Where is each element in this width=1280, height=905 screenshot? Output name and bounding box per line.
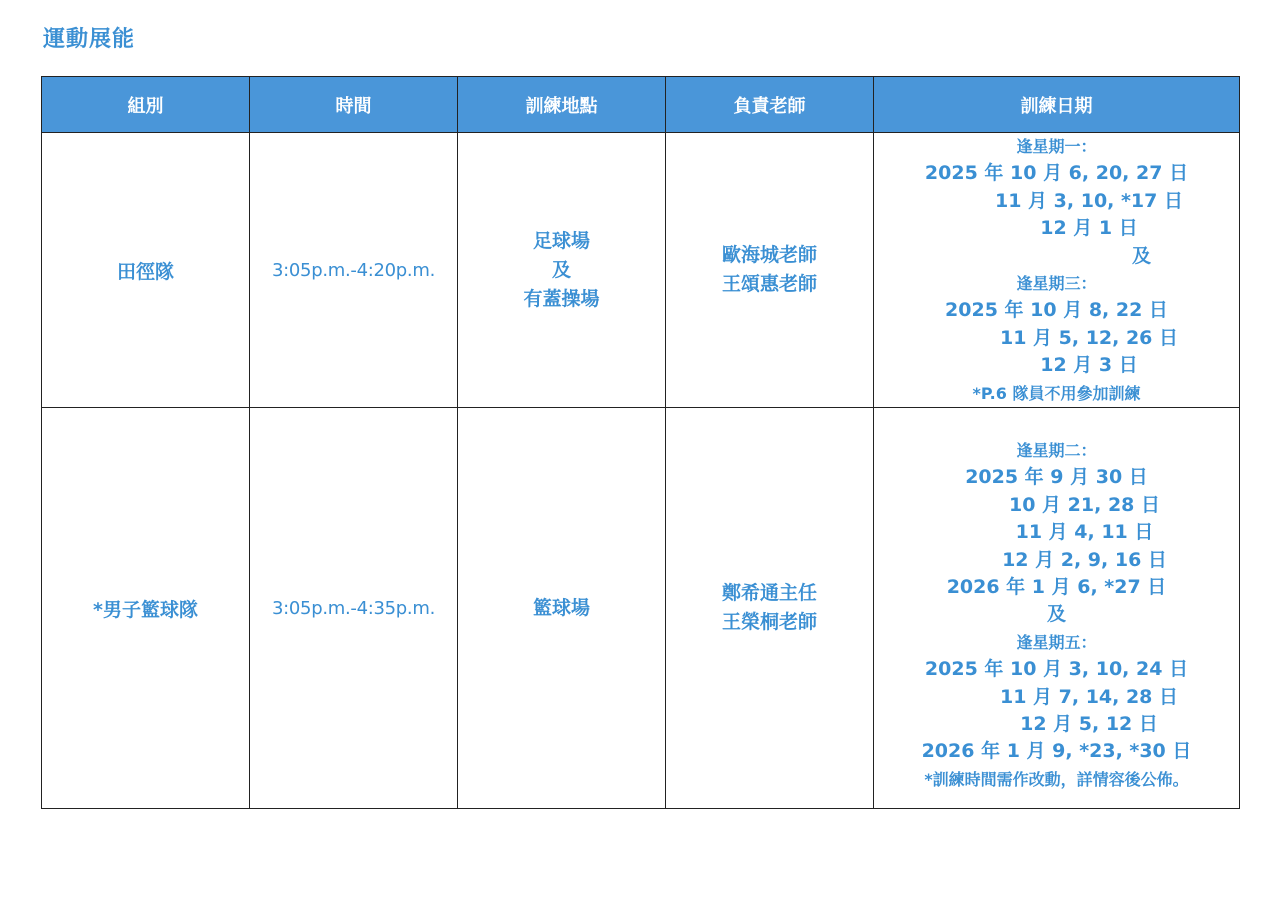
table-row	[42, 408, 1240, 809]
teacher-name: 王榮桐老師	[721, 611, 817, 634]
time-cell: 3:05p.m.-4:20p.m.	[250, 133, 458, 408]
weekday-heading: 逢星期一：	[1016, 137, 1097, 156]
venue-cell	[458, 408, 666, 809]
weekday-heading: 逢星期五：	[1016, 632, 1097, 652]
note-text: *訓練時間需作改動，詳情容後公佈。	[924, 769, 1189, 789]
venue-line: 及	[551, 258, 571, 281]
table-row	[42, 133, 1240, 408]
header-row	[42, 77, 1240, 133]
date-line: 11 月 7, 14, 28 日	[999, 685, 1179, 708]
dates-cell	[874, 408, 1240, 809]
weekday-heading: 逢星期二：	[1016, 440, 1097, 460]
venue-line: 有蓋操場	[523, 287, 600, 310]
date-line: 2026 年 1 月 9, *23, *30 日	[921, 740, 1192, 763]
teacher-cell	[666, 408, 874, 809]
date-line: 2025 年 9 月 30 日	[965, 466, 1148, 489]
date-line: 2025 年 10 月 3, 10, 24 日	[924, 658, 1189, 681]
date-line: 11 月 3, 10, *17 日	[995, 189, 1183, 212]
time-cell: 3:05p.m.-4:35p.m.	[250, 408, 458, 809]
header-dates: 訓練日期	[874, 77, 1240, 133]
note-text: *P.6 隊員不用參加訓練	[972, 383, 1141, 403]
header-group: 組別	[42, 77, 250, 133]
date-line: 12 月 5, 12 日	[1020, 712, 1158, 735]
schedule-table	[41, 76, 1240, 809]
and-text: 及	[1046, 603, 1066, 626]
header-venue: 訓練地點	[458, 77, 666, 133]
header-teacher: 負責老師	[666, 77, 874, 133]
group-cell: 田徑隊	[42, 133, 250, 408]
teacher-name: 歐海城老師	[721, 244, 817, 267]
date-line: 10 月 21, 28 日	[1009, 493, 1160, 516]
venue-cell	[458, 133, 666, 408]
weekday-heading: 逢星期三：	[1016, 274, 1097, 294]
group-cell: *男子籃球隊	[42, 408, 250, 809]
date-line: 2026 年 1 月 6, *27 日	[946, 575, 1167, 598]
dates-cell	[874, 133, 1240, 408]
date-line: 12 月 3 日	[1040, 354, 1138, 377]
date-line: 2025 年 10 月 8, 22 日	[945, 299, 1168, 322]
page-title: 運動展能	[43, 27, 136, 52]
date-line: 11 月 5, 12, 26 日	[999, 326, 1179, 349]
venue-line: 足球場	[532, 229, 590, 252]
date-line: 12 月 2, 9, 16 日	[1002, 548, 1167, 571]
teacher-name: 鄭希通主任	[721, 582, 817, 605]
date-line: 12 月 1 日	[1040, 217, 1138, 240]
teacher-cell	[666, 133, 874, 408]
header-time: 時間	[250, 77, 458, 133]
teacher-name: 王頌惠老師	[721, 273, 817, 296]
and-text: 及	[1131, 244, 1151, 267]
date-line: 2025 年 10 月 6, 20, 27 日	[924, 162, 1189, 185]
date-line: 11 月 4, 11 日	[1015, 521, 1154, 544]
venue-line: 籃球場	[532, 596, 590, 619]
